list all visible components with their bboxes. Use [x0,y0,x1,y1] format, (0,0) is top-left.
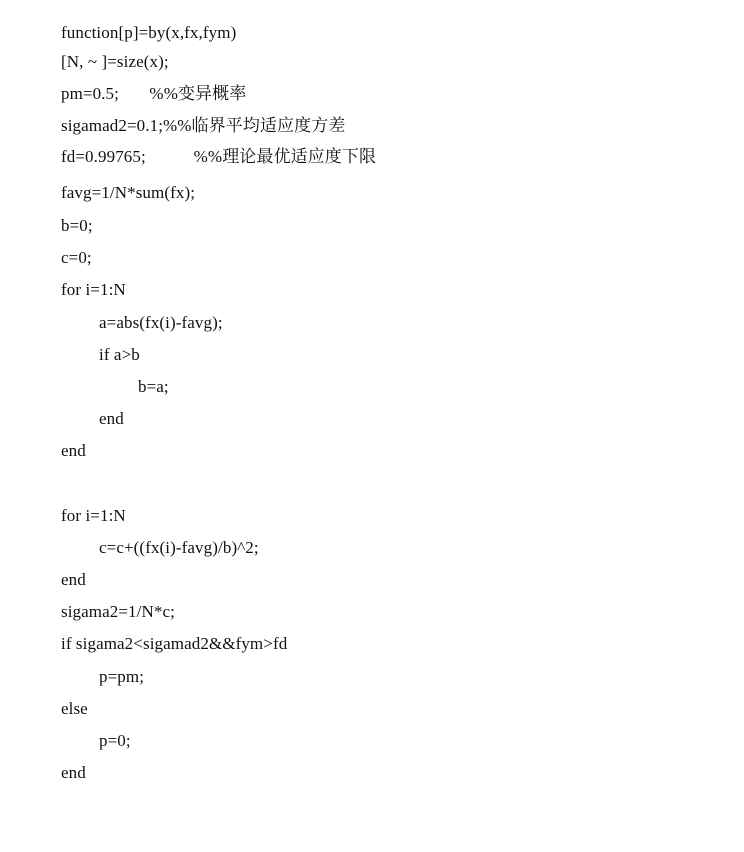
code-line: sigamad2=0.1;%%临界平均适应度方差 [61,116,346,135]
code-line: end [99,409,124,428]
code-line: c=0; [61,248,92,267]
code-line: b=a; [138,377,169,396]
code-line: favg=1/N*sum(fx); [61,183,196,202]
code-line: pm=0.5; %%变异概率 [61,84,247,103]
code-line: sigama2=1/N*c; [61,602,175,621]
code-line: b=0; [61,216,93,235]
code-line: function[p]=by(x,fx,fym) [61,23,237,42]
code-line: [N, ~ ]=size(x); [61,52,169,71]
code-line: p=0; [99,731,131,750]
code-line: end [61,570,86,589]
code-line: if a>b [99,345,140,364]
code-line: p=pm; [99,667,145,686]
code-line: for i=1:N [61,506,126,525]
code-line: c=c+((fx(i)-favg)/b)^2; [99,538,259,557]
code-line: fd=0.99765; %%理论最优适应度下限 [61,147,377,166]
code-line: else [61,699,88,718]
code-line: for i=1:N [61,280,126,299]
code-line: if sigama2<sigamad2&&fym>fd [61,634,288,653]
code-line: end [61,441,86,460]
code-line: a=abs(fx(i)-favg); [99,313,223,332]
code-line: end [61,763,86,782]
